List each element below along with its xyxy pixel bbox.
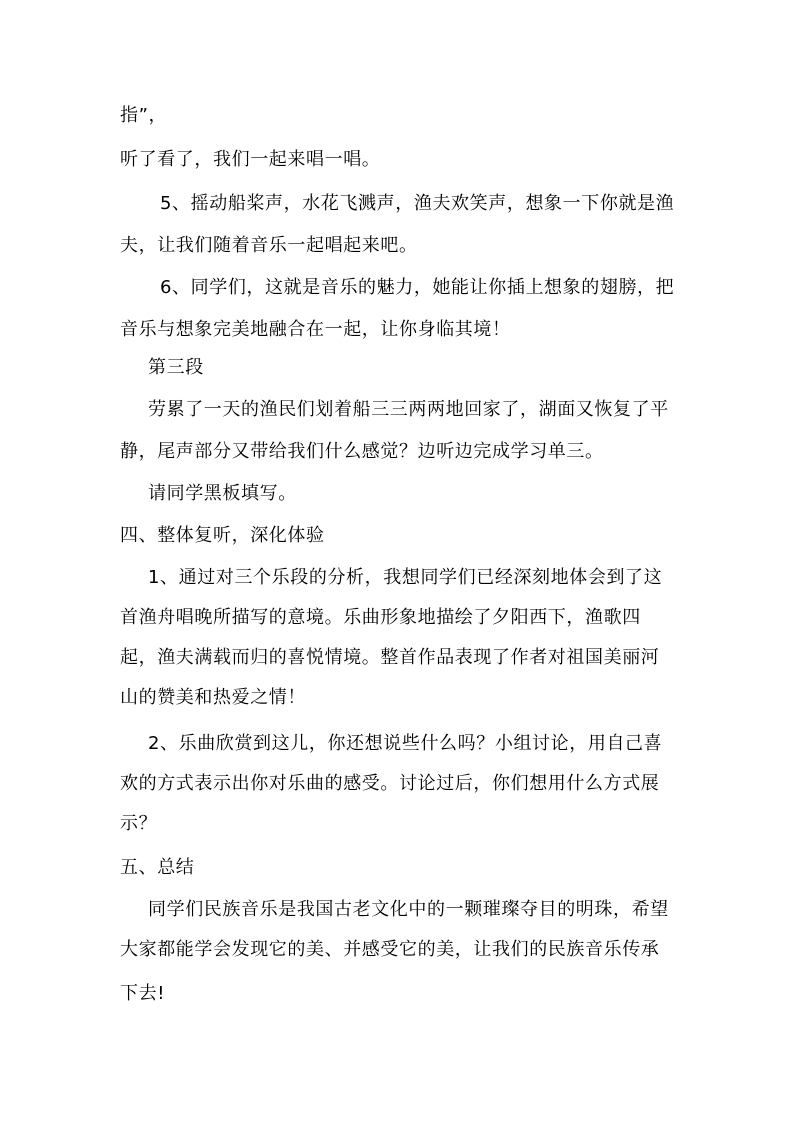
text-line: 听了看了，我们一起来唱一唱。 — [120, 149, 381, 170]
text-line: 欢的方式表示出你对乐曲的感受。讨论过后，你们想用什么方式展 — [120, 773, 660, 794]
text-line: 6、同学们，这就是音乐的魅力，她能让你插上想象的翅膀，把 — [160, 277, 675, 298]
text-line: 1、通过对三个乐段的分析，我想同学们已经深刻地体会到了这 — [148, 567, 663, 588]
text-line: 首渔舟唱晚所描写的意境。乐曲形象地描绘了夕阳西下，渔歌四 — [120, 607, 641, 628]
text-line: 指”， — [120, 105, 168, 126]
text-line: 请同学黑板填写。 — [148, 483, 297, 504]
text-line: 静，尾声部分又带给我们什么感觉？边听边完成学习单三。 — [120, 441, 604, 462]
text-line: 示？ — [120, 813, 158, 834]
text-line: 5、摇动船桨声，水花飞溅声，渔夫欢笑声，想象一下你就是渔 — [160, 193, 675, 214]
text-line: 下去! — [120, 983, 166, 1004]
text-line: 山的赞美和热爱之情！ — [120, 687, 306, 708]
section-heading: 第三段 — [148, 357, 204, 378]
text-line: 劳累了一天的渔民们划着船三三两两地回家了，湖面又恢复了平 — [148, 399, 669, 420]
text-line: 同学们民族音乐是我国古老文化中的一颗璀璨夺目的明珠，希望 — [148, 899, 669, 920]
text-line: 2、乐曲欣赏到这儿，你还想说些什么吗？小组讨论，用自己喜 — [148, 733, 663, 754]
section-heading: 四、整体复听，深化体验 — [120, 525, 325, 546]
text-line: 起，渔夫满载而归的喜悦情境。整首作品表现了作者对祖国美丽河 — [120, 647, 660, 668]
section-heading: 五、总结 — [120, 857, 195, 878]
text-line: 夫，让我们随着音乐一起唱起来吧。 — [120, 235, 418, 256]
text-line: 大家都能学会发现它的美、并感受它的美，让我们的民族音乐传承 — [120, 939, 660, 960]
text-line: 音乐与想象完美地融合在一起，让你身临其境！ — [120, 319, 511, 340]
